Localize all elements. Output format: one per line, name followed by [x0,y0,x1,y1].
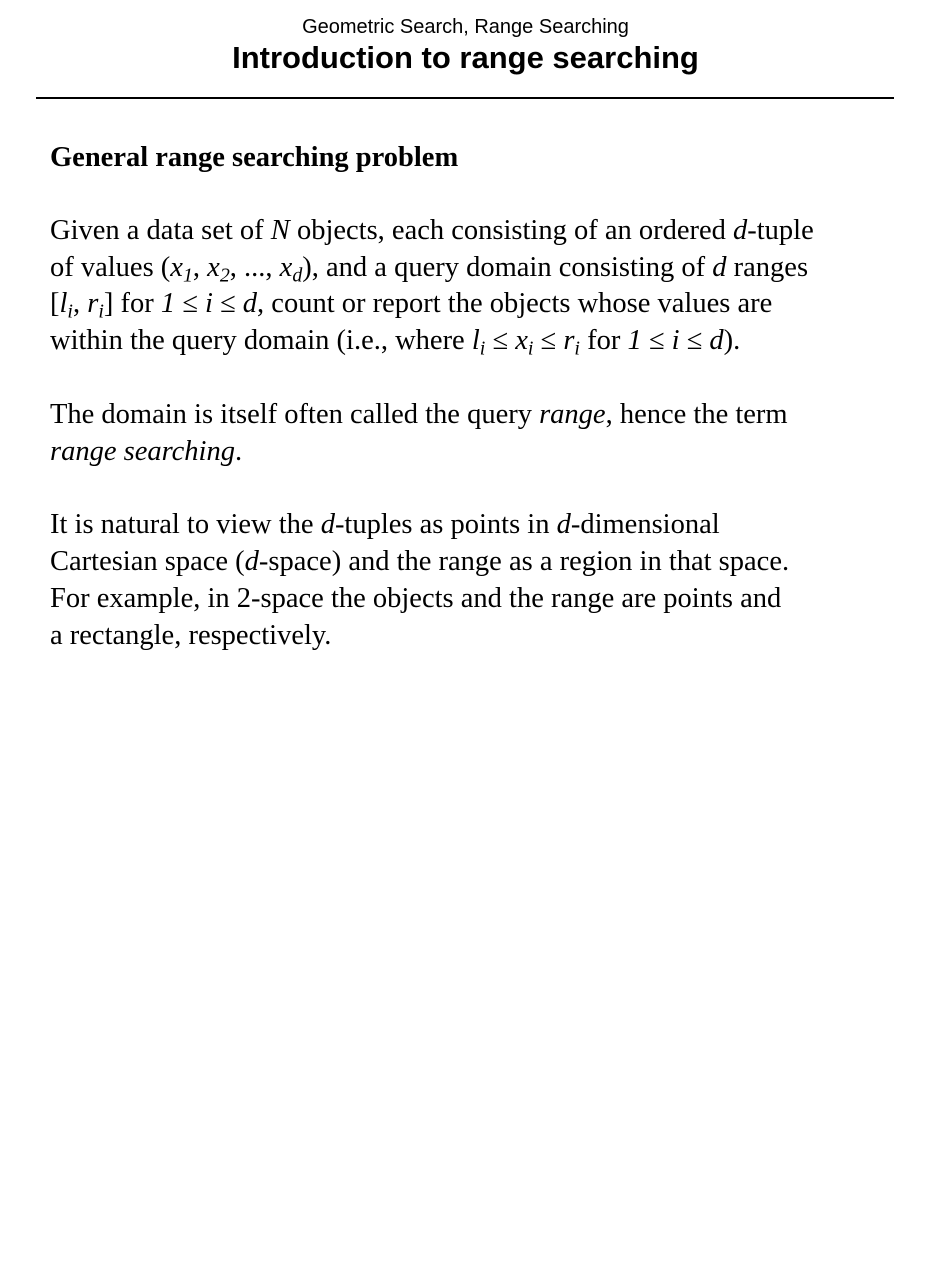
slide-subtitle: Geometric Search, Range Searching [302,16,629,38]
text-line: a rectangle, respectively. [50,619,332,651]
text-line: The domain is itself often called the query range, hence the term [50,398,788,430]
text-line: within the query domain (i.e., where $l_i \le x_i \le r_i$ for 1 ≤ i ≤ d). [50,325,741,360]
slide-title: Introduction to range searching [232,40,699,75]
header-divider [36,97,894,99]
text-line: range searching. [50,435,243,467]
text-line: For example, in 2-space the objects and the range are points and [50,582,782,614]
range-term-paragraph [50,397,910,471]
text-line: of values ($x_1$, $x_2$, ..., $x_d$), and a query domain consisting of d ranges [50,251,809,287]
text-line: [$l_i$, $r_i$] for 1 ≤ i ≤ d, count or report the objects whose values are [50,288,773,323]
slide-content [50,140,910,691]
text-line: Given a data set of N objects, each consisting of an ordered d-tuple [50,214,814,246]
problem-definition-paragraph [50,213,910,360]
section-heading: General range searching problem [50,142,459,173]
geometric-view-paragraph [50,507,910,654]
text-line: Cartesian space (d-space) and the range as a region in that space. [50,545,790,577]
text-line: It is natural to view the d-tuples as points in d-dimensional [50,509,720,541]
